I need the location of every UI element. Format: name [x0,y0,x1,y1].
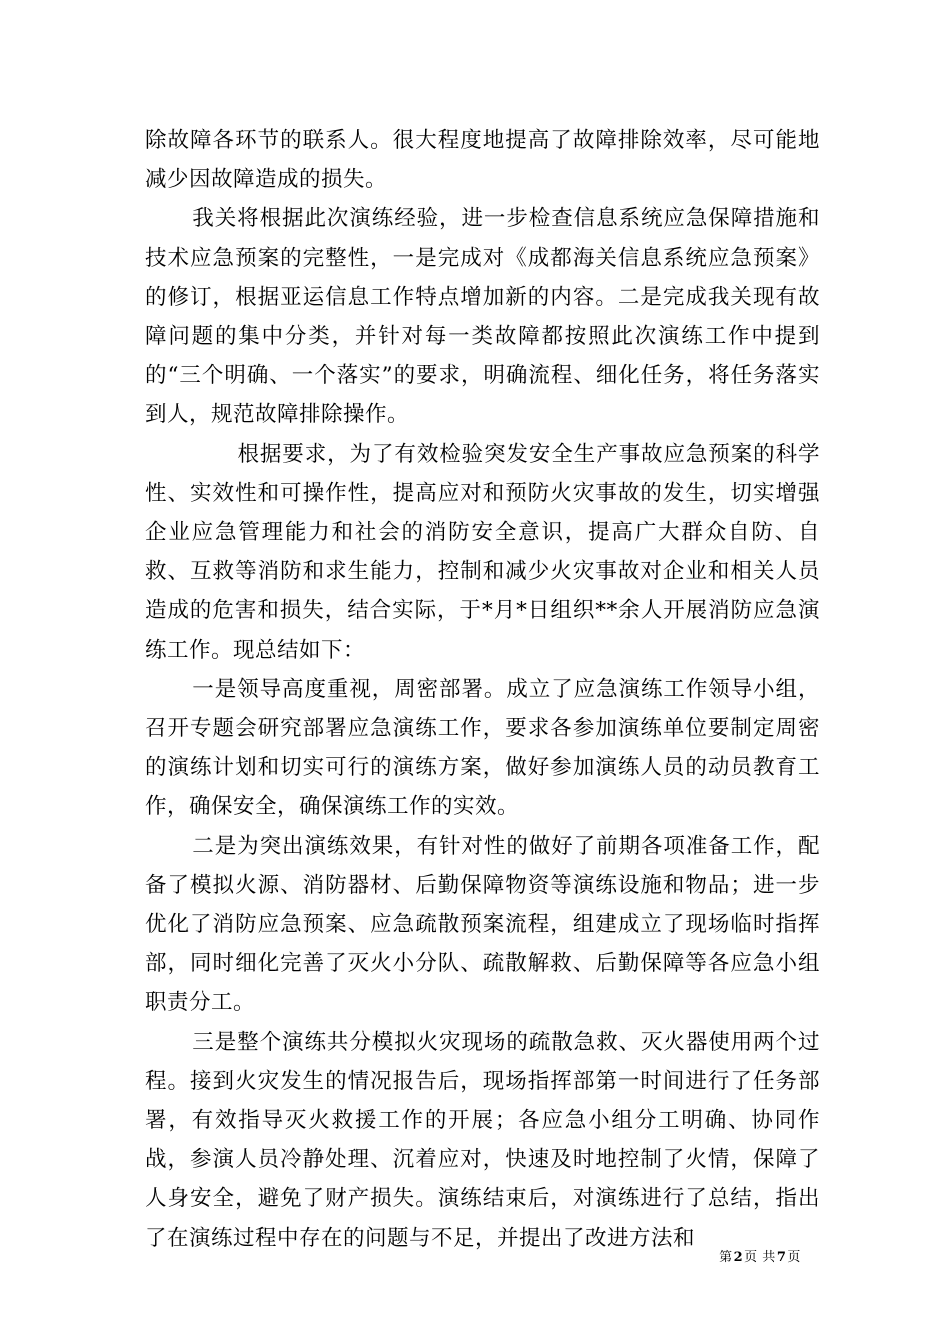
page-number-footer [0,1249,950,1267]
footer-prefix: 第 [719,1250,733,1265]
paragraph-2: 我关将根据此次演练经验，进一步检查信息系统应急保障措施和技术应急预案的完整性，一是完成对《成都海关信息系统应急预案》的修订，根据亚运信息工作特点增加新的内容。二是完成我关现有故障问题的集中分类，并针对每一类故障都按照此次演练工作中提到的“三个明确、一个落实”的要求，明确流程、细化任务，将任务落实到人，规范故障排除操作。 [145,206,820,428]
footer-middle: 页 共 [744,1250,776,1265]
paragraph-3: 根据要求，为了有效检验突发安全生产事故应急预案的科学性、实效性和可操作性，提高应对和预防火灾事故的发生，切实增强企业应急管理能力和社会的消防安全意识，提高广大群众自防、自救、互救等消防和求生能力，控制和减少火灾事故对企业和相关人员造成的危害和损失，结合实际，于*月*日组织**余人开展消防应急演练工作。现总结如下： [145,441,820,663]
paragraph-6: 三是整个演练共分模拟火灾现场的疏散急救、灭火器使用两个过程。接到火灾发生的情况报告后，现场指挥部第一时间进行了任务部署，有效指导灭火救援工作的开展；各应急小组分工明确、协同作战，参演人员冷静处理、沉着应对，快速及时地控制了火情，保障了人身安全，避免了财产损失。演练结束后，对演练进行了总结，指出了在演练过程中存在的问题与不足，并提出了改进方法和 [145,1029,820,1251]
paragraph-1: 除故障各环节的联系人。很大程度地提高了故障排除效率，尽可能地减少因故障造成的损失。 [145,128,820,193]
current-page-number: 2 [733,1250,744,1265]
footer-suffix: 页 [787,1250,801,1265]
document-body [145,121,820,1258]
total-pages-number: 7 [776,1250,787,1265]
paragraph-4: 一是领导高度重视，周密部署。成立了应急演练工作领导小组，召开专题会研究部署应急演练工作，要求各参加演练单位要制定周密的演练计划和切实可行的演练方案，做好参加演练人员的动员教育工作，确保安全，确保演练工作的实效。 [145,676,820,820]
paragraph-5: 二是为突出演练效果，有针对性的做好了前期各项准备工作，配备了模拟火源、消防器材、后勤保障物资等演练设施和物品；进一步优化了消防应急预案、应急疏散预案流程，组建成立了现场临时指挥部，同时细化完善了灭火小分队、疏散解救、后勤保障等各应急小组职责分工。 [145,833,820,1016]
